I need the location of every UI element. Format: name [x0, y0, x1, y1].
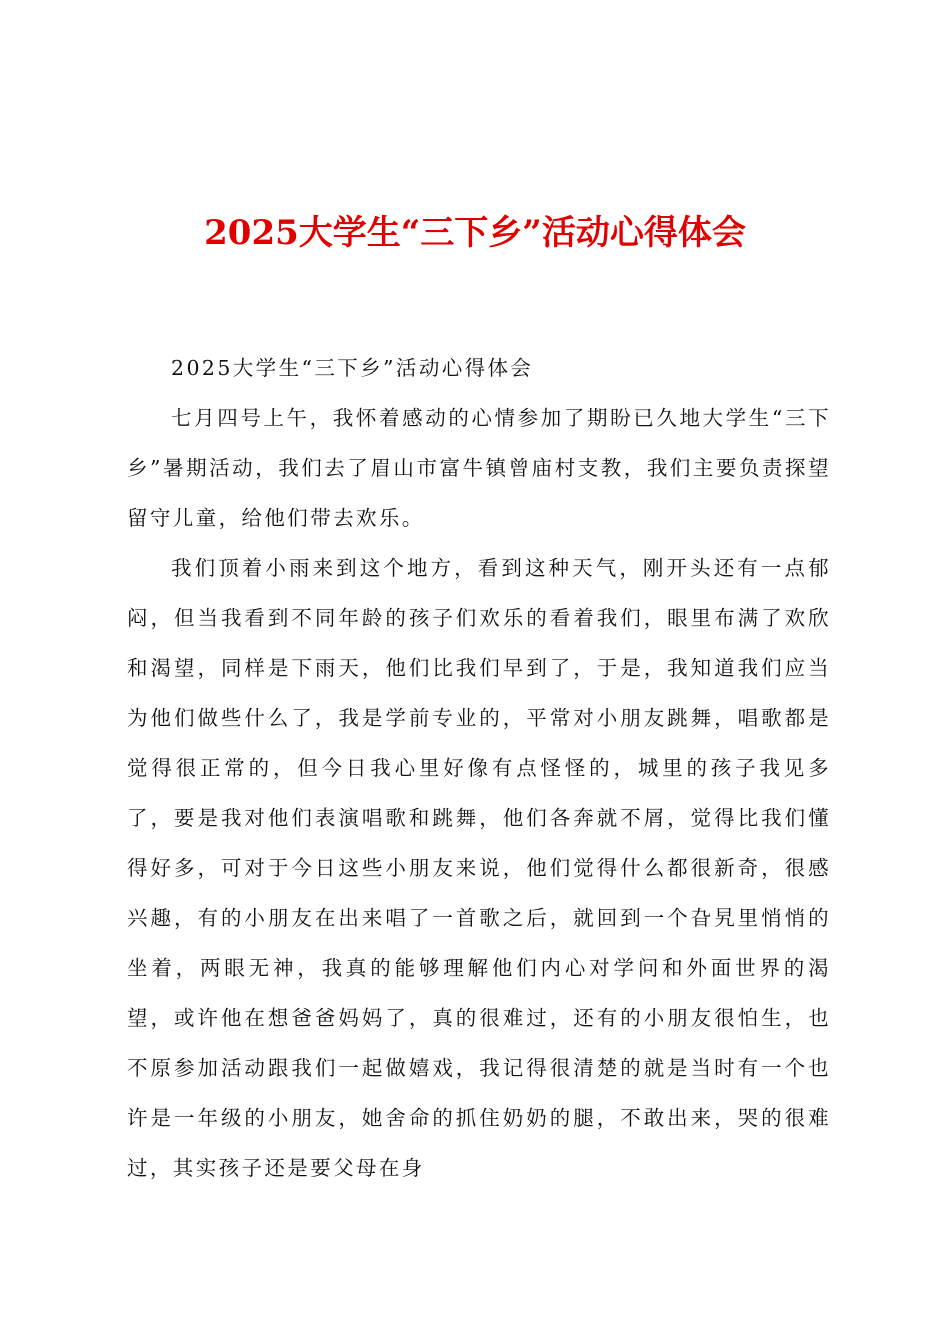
document-title: 2025大学生“三下乡”活动心得体会 — [204, 213, 746, 253]
document-body — [127, 343, 831, 1193]
paragraph-intro: 七月四号上午，我怀着感动的心情参加了期盼已久地大学生“三下乡”暑期活动，我们去了眉山市富牛镇曾庙村支教，我们主要负责探望留守儿童，给他们带去欢乐。 — [127, 406, 831, 530]
paragraph-main: 我们顶着小雨来到这个地方，看到这种天气，刚开头还有一点郁闷，但当我看到不同年龄的孩子们欢乐的看着我们，眼里布满了欢欣和渴望，同样是下雨天，他们比我们早到了，于是，我知道我们应当为他们做些什么了，我是学前专业的，平常对小朋友跳舞，唱歌都是觉得很正常的，但今日我心里好像有点怪怪的，城里的孩子我见多了，要是我对他们表演唱歌和跳舞，他们各奔就不屑，觉得比我们懂得好多，可对于今日这些小朋友来说，他们觉得什么都很新奇，很感兴趣，有的小朋友在出来唱了一首歌之后，就回到一个旮旯里悄悄的坐着，两眼无神，我真的能够理解他们内心对学问和外面世界的渴望，或许他在想爸爸妈妈了，真的很难过，还有的小朋友很怕生，也不原参加活动跟我们一起做嬉戏，我记得很清楚的就是当时有一个也许是一年级的小朋友，她舍命的抓住奶奶的腿，不敢出来，哭的很难过，其实孩子还是要父母在身 — [127, 556, 831, 1180]
paragraph-subtitle: 2025大学生“三下乡”活动心得体会 — [171, 356, 534, 380]
